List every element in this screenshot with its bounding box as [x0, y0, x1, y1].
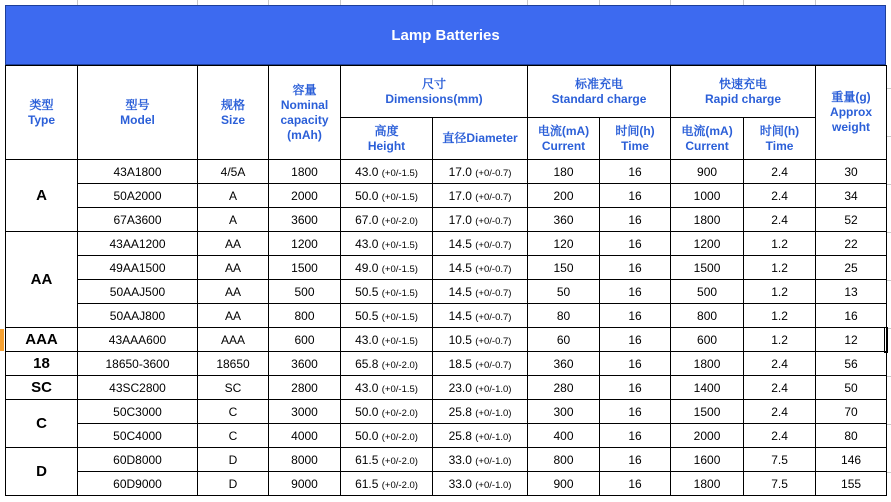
header-standard-current: 电流(mA) Current [528, 118, 600, 160]
rapid-current-cell: 1500 [671, 400, 744, 424]
weight-cell: 16 [816, 304, 887, 328]
diameter-cell-value: 14.5 [448, 308, 472, 323]
diameter-cell-tolerance: (+0/-0.7) [475, 359, 512, 371]
weight-cell: 30 [816, 160, 887, 184]
diameter-cell [433, 304, 528, 328]
height-cell-value: 50.5 [355, 284, 379, 299]
row-header-highlight [0, 329, 4, 351]
height-cell-tolerance: (+0/-2.0) [381, 215, 418, 227]
diameter-cell-tolerance: (+0/-0.7) [475, 215, 512, 227]
rapid-current-cell: 900 [671, 160, 744, 184]
standard-time-cell: 16 [600, 328, 671, 352]
standard-time-cell: 16 [600, 376, 671, 400]
model-cell: 50AAJ500 [78, 280, 198, 304]
capacity-cell: 9000 [269, 472, 341, 496]
weight-cell: 12 [816, 328, 887, 352]
rapid-current-cell: 1400 [671, 376, 744, 400]
height-cell-tolerance: (+0/-1.5) [381, 311, 418, 323]
weight-cell: 13 [816, 280, 887, 304]
weight-cell: 25 [816, 256, 887, 280]
diameter-cell-value: 23.0 [448, 380, 472, 395]
model-cell: 50A2000 [78, 184, 198, 208]
rapid-current-cell: 800 [671, 304, 744, 328]
diameter-cell-tolerance: (+0/-0.7) [475, 335, 512, 347]
header-rapid-time: 时间(h) Time [744, 118, 816, 160]
capacity-cell: 3000 [269, 400, 341, 424]
header-standard-charge: 标准充电 Standard charge [528, 66, 671, 118]
diameter-cell-value: 10.5 [448, 332, 472, 347]
table-row [6, 160, 887, 184]
rapid-time-cell: 7.5 [744, 448, 816, 472]
header-diameter: 直径Diameter [433, 118, 528, 160]
standard-current-cell: 80 [528, 304, 600, 328]
height-cell-tolerance: (+0/-1.5) [381, 335, 418, 347]
height-cell-value: 50.0 [355, 428, 379, 443]
battery-spec-table [5, 65, 887, 496]
size-cell: 4/5A [198, 160, 269, 184]
height-cell-value: 49.0 [355, 260, 379, 275]
height-cell-tolerance: (+0/-2.0) [381, 479, 418, 491]
header-height: 高度 Height [341, 118, 433, 160]
diameter-cell-value: 25.8 [448, 404, 472, 419]
height-cell-tolerance: (+0/-2.0) [381, 431, 418, 443]
rapid-current-cell: 600 [671, 328, 744, 352]
standard-time-cell: 16 [600, 472, 671, 496]
rapid-time-cell: 2.4 [744, 184, 816, 208]
header-dimensions: 尺寸 Dimensions(mm) [341, 66, 528, 118]
table-row [6, 400, 887, 424]
rapid-time-cell: 2.4 [744, 208, 816, 232]
table-row [6, 232, 887, 256]
height-cell [341, 448, 433, 472]
header-type: 类型 Type [6, 66, 78, 160]
header-standard-time: 时间(h) Time [600, 118, 671, 160]
height-cell-value: 65.8 [355, 356, 379, 371]
rapid-time-cell: 1.2 [744, 232, 816, 256]
header-weight: 重量(g) Approx weight [816, 66, 887, 160]
height-cell-value: 67.0 [355, 212, 379, 227]
diameter-cell [433, 280, 528, 304]
diameter-cell [433, 256, 528, 280]
table-row [6, 208, 887, 232]
rapid-current-cell: 1500 [671, 256, 744, 280]
table-row [6, 424, 887, 448]
height-cell [341, 352, 433, 376]
battery-type-cell: C [6, 400, 78, 448]
diameter-cell-value: 33.0 [448, 452, 472, 467]
diameter-cell-tolerance: (+0/-1.0) [475, 383, 512, 395]
diameter-cell [433, 352, 528, 376]
model-cell: 43A1800 [78, 160, 198, 184]
diameter-cell [433, 424, 528, 448]
rapid-time-cell: 1.2 [744, 256, 816, 280]
model-cell: 50C3000 [78, 400, 198, 424]
size-cell: C [198, 400, 269, 424]
standard-current-cell: 400 [528, 424, 600, 448]
model-cell: 49AA1500 [78, 256, 198, 280]
size-cell: A [198, 208, 269, 232]
table-row [6, 328, 887, 352]
height-cell-tolerance: (+0/-1.5) [381, 167, 418, 179]
capacity-cell: 1200 [269, 232, 341, 256]
size-cell: AA [198, 280, 269, 304]
table-row [6, 256, 887, 280]
model-cell: 67A3600 [78, 208, 198, 232]
table-body [6, 160, 887, 496]
height-cell-value: 43.0 [355, 380, 379, 395]
table-row [6, 448, 887, 472]
size-cell: SC [198, 376, 269, 400]
height-cell [341, 184, 433, 208]
diameter-cell-value: 14.5 [448, 260, 472, 275]
rapid-current-cell: 1800 [671, 472, 744, 496]
size-cell: C [198, 424, 269, 448]
height-cell-tolerance: (+0/-1.5) [381, 383, 418, 395]
diameter-cell-value: 25.8 [448, 428, 472, 443]
diameter-cell-tolerance: (+0/-0.7) [475, 239, 512, 251]
weight-cell: 146 [816, 448, 887, 472]
header-size: 规格 Size [198, 66, 269, 160]
diameter-cell [433, 400, 528, 424]
rapid-time-cell: 2.4 [744, 424, 816, 448]
weight-cell: 52 [816, 208, 887, 232]
height-cell [341, 376, 433, 400]
table-title-banner [5, 5, 886, 65]
height-cell-value: 43.0 [355, 332, 379, 347]
capacity-cell: 3600 [269, 208, 341, 232]
weight-cell: 155 [816, 472, 887, 496]
weight-cell: 80 [816, 424, 887, 448]
height-cell [341, 280, 433, 304]
model-cell: 50AAJ800 [78, 304, 198, 328]
standard-time-cell: 16 [600, 232, 671, 256]
standard-current-cell: 180 [528, 160, 600, 184]
standard-current-cell: 280 [528, 376, 600, 400]
capacity-cell: 2000 [269, 184, 341, 208]
standard-current-cell: 120 [528, 232, 600, 256]
rapid-current-cell: 1200 [671, 232, 744, 256]
capacity-cell: 600 [269, 328, 341, 352]
diameter-cell-tolerance: (+0/-1.0) [475, 479, 512, 491]
size-cell: A [198, 184, 269, 208]
standard-current-cell: 150 [528, 256, 600, 280]
standard-time-cell: 16 [600, 424, 671, 448]
standard-time-cell: 16 [600, 304, 671, 328]
rapid-time-cell: 1.2 [744, 304, 816, 328]
size-cell: AA [198, 304, 269, 328]
model-cell: 18650-3600 [78, 352, 198, 376]
height-cell-tolerance: (+0/-1.5) [381, 239, 418, 251]
size-cell: 18650 [198, 352, 269, 376]
height-cell-tolerance: (+0/-2.0) [381, 407, 418, 419]
capacity-cell: 8000 [269, 448, 341, 472]
capacity-cell: 3600 [269, 352, 341, 376]
capacity-cell: 1500 [269, 256, 341, 280]
diameter-cell-value: 14.5 [448, 236, 472, 251]
standard-time-cell: 16 [600, 400, 671, 424]
standard-current-cell: 50 [528, 280, 600, 304]
standard-time-cell: 16 [600, 184, 671, 208]
model-cell: 43AAA600 [78, 328, 198, 352]
rapid-time-cell: 2.4 [744, 376, 816, 400]
header-rapid-current: 电流(mA) Current [671, 118, 744, 160]
battery-type-cell: SC [6, 376, 78, 400]
rapid-time-cell: 2.4 [744, 352, 816, 376]
diameter-cell-value: 18.5 [448, 356, 472, 371]
height-cell-value: 50.0 [355, 404, 379, 419]
height-cell-value: 50.5 [355, 308, 379, 323]
height-cell [341, 328, 433, 352]
height-cell-value: 50.0 [355, 188, 379, 203]
height-cell [341, 232, 433, 256]
diameter-cell-tolerance: (+0/-1.0) [475, 431, 512, 443]
model-cell: 43SC2800 [78, 376, 198, 400]
height-cell-tolerance: (+0/-1.5) [381, 191, 418, 203]
weight-cell: 70 [816, 400, 887, 424]
rapid-current-cell: 1800 [671, 208, 744, 232]
capacity-cell: 800 [269, 304, 341, 328]
standard-time-cell: 16 [600, 208, 671, 232]
diameter-cell [433, 232, 528, 256]
size-cell: AA [198, 256, 269, 280]
table-row [6, 184, 887, 208]
rapid-current-cell: 1600 [671, 448, 744, 472]
diameter-cell-value: 17.0 [448, 164, 472, 179]
header-capacity: 容量 Nominal capacity (mAh) [269, 66, 341, 160]
size-cell: D [198, 472, 269, 496]
diameter-cell [433, 448, 528, 472]
standard-current-cell: 300 [528, 400, 600, 424]
diameter-cell-value: 14.5 [448, 284, 472, 299]
battery-type-cell: AA [6, 232, 78, 328]
height-cell-value: 61.5 [355, 476, 379, 491]
height-cell [341, 424, 433, 448]
diameter-cell [433, 328, 528, 352]
size-cell: AA [198, 232, 269, 256]
diameter-cell-tolerance: (+0/-0.7) [475, 191, 512, 203]
battery-type-cell: A [6, 160, 78, 232]
table-row [6, 376, 887, 400]
header-rapid-charge: 快速充电 Rapid charge [671, 66, 816, 118]
cell-selection-cursor [884, 327, 888, 353]
rapid-time-cell: 7.5 [744, 472, 816, 496]
standard-time-cell: 16 [600, 352, 671, 376]
model-cell: 60D8000 [78, 448, 198, 472]
table-row [6, 352, 887, 376]
diameter-cell-tolerance: (+0/-1.0) [475, 455, 512, 467]
rapid-time-cell: 2.4 [744, 400, 816, 424]
standard-time-cell: 16 [600, 160, 671, 184]
model-cell: 43AA1200 [78, 232, 198, 256]
rapid-time-cell: 2.4 [744, 160, 816, 184]
weight-cell: 22 [816, 232, 887, 256]
height-cell [341, 304, 433, 328]
standard-time-cell: 16 [600, 280, 671, 304]
diameter-cell-tolerance: (+0/-0.7) [475, 263, 512, 275]
height-cell-tolerance: (+0/-1.5) [381, 287, 418, 299]
diameter-cell [433, 160, 528, 184]
table-title: Lamp Batteries [391, 26, 500, 44]
rapid-current-cell: 1000 [671, 184, 744, 208]
capacity-cell: 1800 [269, 160, 341, 184]
diameter-cell-tolerance: (+0/-0.7) [475, 167, 512, 179]
model-cell: 60D9000 [78, 472, 198, 496]
standard-current-cell: 360 [528, 208, 600, 232]
standard-current-cell: 800 [528, 448, 600, 472]
diameter-cell-tolerance: (+0/-1.0) [475, 407, 512, 419]
weight-cell: 56 [816, 352, 887, 376]
weight-cell: 34 [816, 184, 887, 208]
diameter-cell-value: 33.0 [448, 476, 472, 491]
rapid-time-cell: 1.2 [744, 328, 816, 352]
capacity-cell: 500 [269, 280, 341, 304]
rapid-current-cell: 2000 [671, 424, 744, 448]
standard-current-cell: 60 [528, 328, 600, 352]
diameter-cell [433, 376, 528, 400]
height-cell [341, 208, 433, 232]
battery-type-cell: 18 [6, 352, 78, 376]
standard-current-cell: 200 [528, 184, 600, 208]
diameter-cell [433, 184, 528, 208]
diameter-cell [433, 472, 528, 496]
table-row [6, 304, 887, 328]
rapid-current-cell: 1800 [671, 352, 744, 376]
capacity-cell: 2800 [269, 376, 341, 400]
height-cell [341, 160, 433, 184]
diameter-cell-value: 17.0 [448, 188, 472, 203]
rapid-time-cell: 1.2 [744, 280, 816, 304]
height-cell-value: 43.0 [355, 236, 379, 251]
model-cell: 50C4000 [78, 424, 198, 448]
height-cell-value: 43.0 [355, 164, 379, 179]
height-cell [341, 400, 433, 424]
standard-current-cell: 900 [528, 472, 600, 496]
table-row [6, 280, 887, 304]
size-cell: AAA [198, 328, 269, 352]
standard-time-cell: 16 [600, 448, 671, 472]
height-cell-tolerance: (+0/-2.0) [381, 359, 418, 371]
weight-cell: 50 [816, 376, 887, 400]
height-cell [341, 256, 433, 280]
size-cell: D [198, 448, 269, 472]
height-cell-tolerance: (+0/-2.0) [381, 455, 418, 467]
battery-type-cell: D [6, 448, 78, 496]
capacity-cell: 4000 [269, 424, 341, 448]
diameter-cell-tolerance: (+0/-0.7) [475, 311, 512, 323]
standard-time-cell: 16 [600, 256, 671, 280]
standard-current-cell: 360 [528, 352, 600, 376]
height-cell [341, 472, 433, 496]
battery-type-cell: AAA [6, 328, 78, 352]
table-row [6, 472, 887, 496]
diameter-cell [433, 208, 528, 232]
diameter-cell-tolerance: (+0/-0.7) [475, 287, 512, 299]
height-cell-tolerance: (+0/-1.5) [381, 263, 418, 275]
height-cell-value: 61.5 [355, 452, 379, 467]
rapid-current-cell: 500 [671, 280, 744, 304]
header-model: 型号 Model [78, 66, 198, 160]
diameter-cell-value: 17.0 [448, 212, 472, 227]
